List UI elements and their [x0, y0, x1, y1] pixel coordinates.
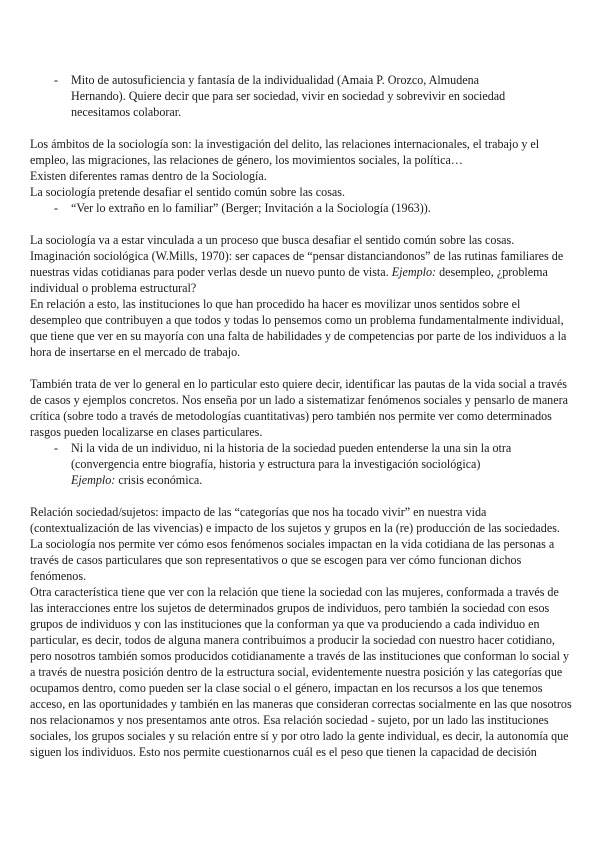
text-line: desempleo que contribuyen a que todos y todas lo pensemos como un problema fundamentalmente individual, — [30, 313, 564, 327]
bullet-dash: - — [54, 201, 59, 215]
text-line: necesitamos colaborar. — [71, 105, 182, 119]
text-line: nos relacionamos y nos presentamos ante otros. Esa relación sociedad - sujeto, por un lado las instituciones — [30, 713, 549, 727]
example-label: Ejemplo: — [391, 265, 437, 279]
text-line: La sociología nos permite ver cómo esos fenómenos sociales impactan en la vida cotidiana de las personas a — [30, 537, 555, 551]
text-line: través de casos particulares que son representativos o que se escogen para ver cómo funcionan dichos — [30, 553, 522, 567]
bullet-dash: - — [54, 441, 59, 455]
text-line: (convergencia entre biografía, historia y estructura para la investigación sociológica) — [71, 457, 481, 471]
text-line: Imaginación sociológica (W.Mills, 1970): ser capaces de “pensar distanciandonos” de las rutinas familiares de — [30, 249, 564, 263]
text-line: particular, es decir, todos de alguna manera contribuimos a producir la sociedad con nuestro hacer cotidiano, — [30, 633, 555, 647]
text-line: sociales, los grupos sociales y su relación entre sí y por otro lado la gente individual, es decir, la autonomía que — [30, 729, 569, 743]
text-line: grupos de individuos y con las instituciones que la conforman ya que va produciendo a cada individuo en — [30, 617, 540, 631]
text-line: rasgos pueden localizarse en clases particulares. — [30, 425, 263, 439]
text-line: Los ámbitos de la sociología son: la investigación del delito, las relaciones internacionales, el trabajo y el — [30, 137, 540, 151]
text-line: siguen los individuos. Esto nos permite cuestionarnos cuál es el peso que tienen la capacidad de decisión — [30, 745, 537, 759]
text-line: Relación sociedad/sujetos: impacto de las “categorías que nos ha tocado vivir” en nuestra vida — [30, 505, 487, 519]
text-line — [30, 264, 548, 280]
text-line — [71, 472, 202, 488]
text-line: de casos y ejemplos concretos. Nos enseña por un lado a sistematizar fenómenos sociales y pensarlo de manera — [30, 393, 568, 407]
text-line: En relación a esto, las instituciones lo que han procedido ha hacer es movilizar unos sentidos sobre el — [30, 297, 521, 311]
bullet-dash: - — [54, 73, 59, 87]
text-run: nuestras vidas cotidianas para poder verlas desde un nuevo punto de vista. — [30, 265, 389, 279]
text-run: desempleo, ¿problema — [439, 265, 548, 279]
text-line: Otra característica tiene que ver con la relación que tiene la sociedad con las mujeres, conformada a través de — [30, 585, 559, 599]
text-line: que tiene que ver en su mayoría con una falta de habilidades y de competencias por parte de los individuos a la — [30, 329, 567, 343]
text-line: hora de insertarse en el mercado de trabajo. — [30, 345, 241, 359]
text-line: La sociología pretende desafiar el sentido común sobre las cosas. — [30, 185, 346, 199]
text-line: La sociología va a estar vinculada a un proceso que busca desafiar el sentido común sobre las cosas. — [30, 233, 515, 247]
text-line: crítica (sobre todo a través de metodologías cuantitativas) pero también nos permite ver como determinados — [30, 409, 552, 423]
text-line: Hernando). Quiere decir que para ser sociedad, vivir en sociedad y sobrevivir en sociedad — [71, 89, 506, 103]
text-line: fenómenos. — [30, 569, 87, 583]
text-line: Existen diferentes ramas dentro de la Sociología. — [30, 169, 267, 183]
text-line: a través de nuestra posición dentro de la estructura social, evidentemente nuestra posición y las categorías que — [30, 665, 563, 679]
text-line: (contextualización de las vivencias) e impacto de los sujetos y grupos en la (re) producción de las sociedades. — [30, 521, 560, 535]
text-line: “Ver lo extraño en lo familiar” (Berger; Invitación a la Sociología (1963)). — [71, 201, 431, 215]
text-line: Ni la vida de un individuo, ni la historia de la sociedad pueden entenderse la una sin la otra — [71, 441, 512, 455]
text-run: crisis económica. — [118, 473, 203, 487]
text-line: las interacciones entre los sujetos de determinados grupos de individuos, pero también la sociedad con esos — [30, 601, 550, 615]
text-line: ocupamos dentro, como pueden ser la clase social o el género, impactan en los recursos a los que tenemos — [30, 681, 543, 695]
example-label: Ejemplo: — [71, 473, 116, 487]
text-line: empleo, las migraciones, las relaciones de género, los movimientos sociales, la política… — [30, 153, 463, 167]
text-line: También trata de ver lo general en lo particular esto quiere decir, identificar las pautas de la vida social a través — [30, 377, 567, 391]
text-line: individual o problema estructural? — [30, 281, 197, 295]
text-line: acceso, en las oportunidades y también en las maneras que consideran correctas socialmente en las que nosotros — [30, 697, 572, 711]
text-line: pero nosotros también somos producidos cotidianamente a través de las instituciones que conforman lo social y — [30, 649, 570, 663]
text-line: Mito de autosuficiencia y fantasía de la individualidad (Amaia P. Orozco, Almudena — [71, 73, 480, 87]
